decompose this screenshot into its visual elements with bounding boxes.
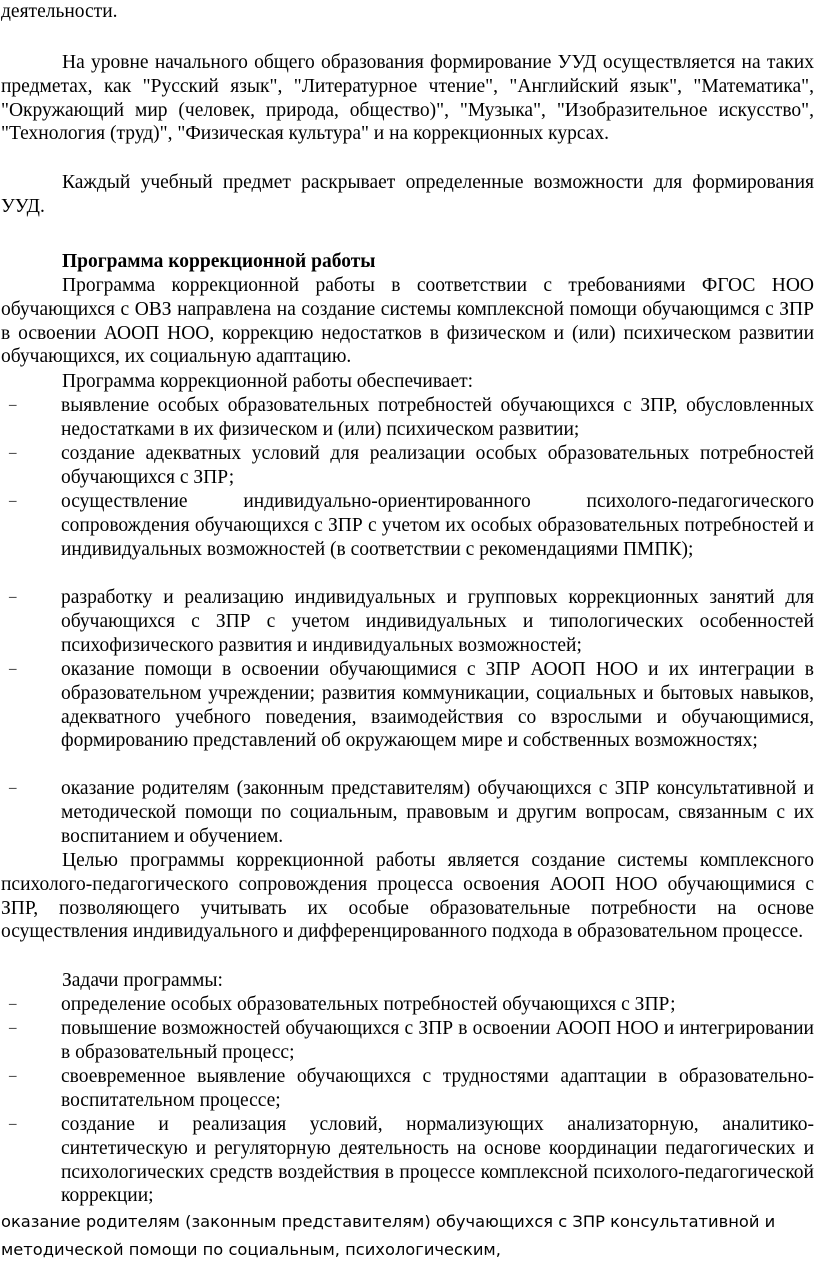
paragraph-subjects: На уровне начального общего образования формирование УУД осуществляется на таких предметах, как "Русский язык", "Литературное чтение", "Английский язык", "Математика", "Окружающий мир (человек, природа, общество)", "Музыка", "Изобразительное искусство", "Технология (труд)", "Физическая культура" и на коррекционных курсах. (1, 52, 814, 145)
list-dash: – (9, 780, 17, 796)
list-item: – повышение возможностей обучающихся с ЗПР в освоении АООП НОО и интегрировании в образовательный процесс; (9, 1018, 814, 1063)
list-item: – разработку и реализацию индивидуальных и групповых коррекционных занятий для обучающихся с ЗПР с учетом индивидуальных и типологических особенностей психофизического развития и индивидуальных возможностей; (9, 587, 814, 656)
list-item: – осуществление индивидуально-ориентированного психолого-педагогического сопровождения обучающихся с ЗПР с учетом их особых образовательных потребностей и индивидуальных возможностей (в соответствии с рекомендациями ПМПК); (9, 491, 814, 560)
list-item: – определение особых образовательных потребностей обучающихся с ЗПР; (9, 994, 676, 1015)
list-dash: – (9, 493, 17, 509)
list-item: – выявление особых образовательных потребностей обучающихся с ЗПР, обусловленных недостатками в их физическом и (или) психическом развитии; (9, 395, 814, 440)
list-dash: – (9, 1068, 17, 1084)
paragraph-program-intro: Программа коррекционной работы в соответствии с требованиями ФГОС НОО обучающихся с ОВЗ направлена на создание системы комплексной помощи обучающимся с ЗПР в освоении АООП НОО, коррекцию недостатков в физическом и (или) психическом развитии обучающихся, их социальную адаптацию. (1, 275, 814, 368)
top-fragment: деятельности. (1, 1, 118, 22)
footer-line-1: оказание родителям (законным представителям) обучающихся с ЗПР консультативной и (1, 1212, 776, 1231)
list-item: – оказание родителям (законным представителям) обучающихся с ЗПР консультативной и методической помощи по социальным, правовым и другим вопросам, связанным с их воспитанием и обучением. (9, 778, 814, 847)
list-dash: – (9, 661, 17, 677)
section-heading: Программа коррекционной работы (62, 251, 376, 272)
list-dash: – (9, 589, 17, 605)
list-dash: – (9, 996, 17, 1012)
paragraph-goal: Целью программы коррекционной работы является создание системы комплексного психолого-педагогического сопровождения процесса освоения АООП НОО обучающимися с ЗПР, позволяющего учитывать их особые образовательные потребности на основе осуществления индивидуального и дифференцированного подхода в образовательном процессе. (1, 850, 814, 943)
footer-line-2: методической помощи по социальным, психологическим, (1, 1240, 501, 1259)
paragraph-tasks: Задачи программы: (62, 970, 223, 991)
list-dash: – (9, 1020, 17, 1036)
list-item: – создание адекватных условий для реализации особых образовательных потребностей обучающихся с ЗПР; (9, 443, 814, 488)
list-dash: – (9, 1116, 17, 1132)
list-item: – своевременное выявление обучающихся с трудностями адаптации в образовательно-воспитательном процессе; (9, 1066, 814, 1111)
list-item: – оказание помощи в освоении обучающимися с ЗПР АООП НОО и их интеграции в образовательном учреждении; развития коммуникации, социальных и бытовых навыков, адекватного учебного поведения, взаимодействия со взрослыми и обучающимися, формированию представлений об окружающем мире и собственных возможностях; (9, 659, 814, 752)
list-dash: – (9, 397, 17, 413)
paragraph-each-subject: Каждый учебный предмет раскрывает определенные возможности для формирования УУД. (1, 172, 814, 217)
list-dash: – (9, 445, 17, 461)
list-item: – создание и реализация условий, нормализующих анализаторную, аналитико-синтетическую и регуляторную деятельность на основе координации педагогических и психологических средств воздействия в процессе комплексной психолого-педагогической коррекции; (9, 1114, 814, 1207)
paragraph-provides: Программа коррекционной работы обеспечивает: (62, 371, 474, 392)
